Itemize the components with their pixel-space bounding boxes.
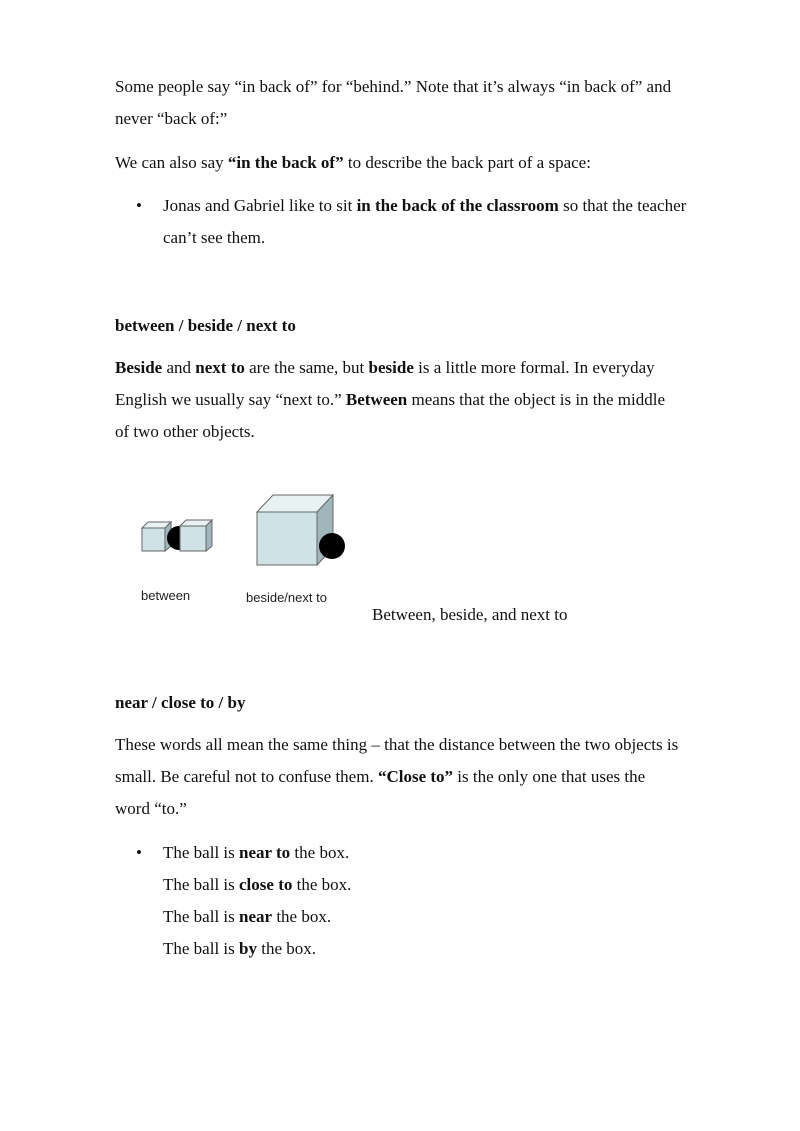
bold-phrase: near xyxy=(239,907,273,926)
bold-phrase: by xyxy=(239,939,257,958)
text-run: is a little more formal. In everyday xyxy=(413,358,655,377)
bullet-icon: • xyxy=(136,196,142,215)
bullet-list-item xyxy=(115,837,755,965)
bold-phrase: “in the back of” xyxy=(227,153,344,172)
text-run: and xyxy=(162,358,196,377)
paragraph-line: never “back of:” xyxy=(115,109,228,128)
bullet-list-item xyxy=(115,190,755,254)
between-left-cube xyxy=(142,522,171,551)
between-label: between xyxy=(141,588,191,603)
text-run: the box. xyxy=(292,875,352,894)
text-run: are the same, but xyxy=(244,358,369,377)
bold-phrase: beside xyxy=(368,358,414,377)
bullet-icon: • xyxy=(136,843,142,862)
bold-phrase: Beside xyxy=(115,358,163,377)
bold-phrase: near to xyxy=(239,843,291,862)
between-beside-illustration xyxy=(135,488,365,618)
bold-phrase: in the back of the classroom xyxy=(356,196,559,215)
text-run: is the only one that uses the xyxy=(453,767,646,786)
text-run: The ball is xyxy=(163,939,240,958)
text-run: the box. xyxy=(256,939,317,958)
text-run: so that the teacher xyxy=(558,196,687,215)
paragraph-line: Some people say “in back of” for “behind.” Note that it’s always “in back of” and xyxy=(115,77,672,96)
bold-phrase: close to xyxy=(239,875,293,894)
section-heading-between: between / beside / next to xyxy=(115,316,296,335)
text-run: of two other objects. xyxy=(115,422,255,441)
text-run: The ball is xyxy=(163,907,240,926)
text-run: The ball is xyxy=(163,875,240,894)
text-run: Jonas and Gabriel like to sit xyxy=(163,196,357,215)
text-run: to describe the back part of a space: xyxy=(343,153,591,172)
text-run: means that the object is in the middle xyxy=(407,390,666,409)
bold-phrase: next to xyxy=(195,358,245,377)
paragraph-in-the-back-of xyxy=(115,147,755,179)
text-run: the box. xyxy=(290,843,350,862)
bold-phrase: “Close to” xyxy=(377,767,454,786)
text-run: can’t see them. xyxy=(163,228,266,247)
beside-cube xyxy=(257,495,333,565)
text-run: The ball is xyxy=(163,843,240,862)
beside-label: beside/next to xyxy=(246,590,327,605)
text-run: small. Be careful not to confuse them. xyxy=(115,767,378,786)
text-run: English we usually say “next to.” xyxy=(115,390,346,409)
section-heading-near: near / close to / by xyxy=(115,693,246,712)
beside-ball xyxy=(319,533,345,559)
between-right-cube xyxy=(180,520,212,551)
text-run: We can also say xyxy=(115,153,228,172)
paragraph-in-back-of xyxy=(115,71,755,135)
paragraph-beside-definition xyxy=(115,352,755,448)
text-run: word “to.” xyxy=(115,799,187,818)
text-run: the box. xyxy=(272,907,332,926)
figure-caption: Between, beside, and next to xyxy=(372,605,568,624)
bold-phrase: Between xyxy=(345,390,408,409)
text-run: These words all mean the same thing – that the distance between the two objects is xyxy=(115,735,679,754)
paragraph-near-definition xyxy=(115,729,755,825)
